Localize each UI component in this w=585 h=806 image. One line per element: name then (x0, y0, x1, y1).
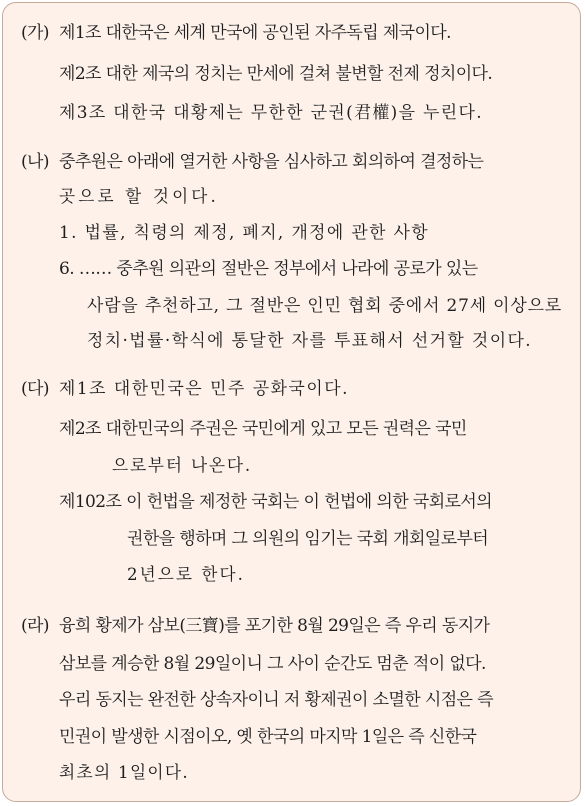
article-line: 제1조 대한국은 세계 만국에 공인된 자주독립 제국이다. (59, 23, 451, 43)
article-continuation: 권한을 행하며 그 의원의 임기는 국회 개회일로부터 (127, 529, 489, 549)
article-line: 제1조 대한민국은 민주 공화국이다. (59, 379, 349, 399)
paragraph-line: 융희 황제가 삼보(三寶)를 포기한 8월 29일은 즉 우리 동지가 (59, 616, 490, 636)
list-item: 1. 법률, 칙령의 제정, 폐지, 개정에 관한 사항 (59, 223, 429, 243)
paragraph-line: 최초의 1일이다. (59, 763, 189, 783)
document-box (2, 2, 581, 802)
article-continuation: 2년으로 한다. (127, 565, 245, 585)
paragraph-line: 우리 동지는 완전한 상속자이니 저 황제권이 소멸한 시점은 즉 (59, 690, 493, 710)
paragraph-line: 곳으로 할 것이다. (59, 187, 219, 207)
paragraph-line: 삼보를 계승한 8월 29일이니 그 사이 순간도 멈춘 적이 없다. (59, 654, 486, 674)
article-line: 제102조 이 헌법을 제정한 국회는 이 헌법에 의한 국회로서의 (59, 492, 492, 512)
section-label: (나) (21, 152, 49, 172)
section-label: (다) (21, 379, 49, 399)
list-item: 6. …… 중추원 의관의 절반은 정부에서 나라에 공로가 있는 (59, 259, 478, 279)
list-item-continuation: 사람을 추천하고, 그 절반은 인민 협회 중에서 27세 이상으로 (87, 296, 562, 316)
article-continuation: 으로부터 나온다. (112, 456, 252, 476)
list-item-continuation: 정치·법률·학식에 통달한 자를 투표해서 선거할 것이다. (87, 331, 532, 351)
article-line: 제3조 대한국 대황제는 무한한 군권(君權)을 누린다. (59, 103, 483, 123)
section-label: (가) (21, 23, 49, 43)
article-line: 제2조 대한민국의 주권은 국민에게 있고 모든 권력은 국민 (59, 419, 467, 439)
paragraph-line: 중추원은 아래에 열거한 사항을 심사하고 회의하여 결정하는 (59, 152, 484, 172)
paragraph-line: 민권이 발생한 시점이오, 옛 한국의 마지막 1일은 즉 신한국 (59, 727, 477, 747)
article-line: 제2조 대한 제국의 정치는 만세에 걸쳐 불변할 전제 정치이다. (59, 64, 493, 84)
section-label: (라) (21, 616, 49, 636)
